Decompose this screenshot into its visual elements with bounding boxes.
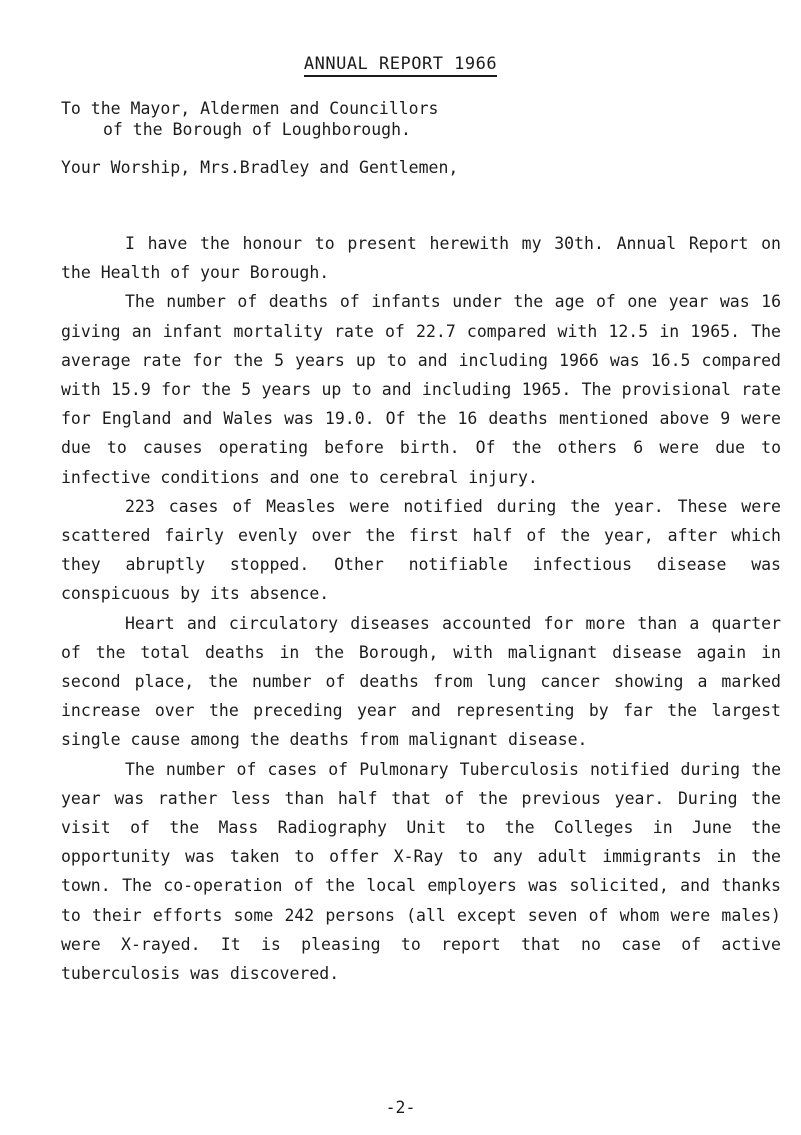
- paragraph-measles: 223 cases of Measles were notified during the year. These were scattered fairly evenly over the first half of the year, after which they abruptly stopped. Other notifiable infectious disease was conspicuous by its absence.: [61, 496, 781, 604]
- paragraph-tuberculosis: The number of cases of Pulmonary Tuberculosis notified during the year was rather less than half that of the previous year. During the visit of the Mass Radiography Unit to the Colleges in June the opportunity was taken to offer X-Ray to any adult immigrants in the town. The co-operation of the local employers was solicited, and thanks to their efforts some 242 persons (all except seven of whom were males) were X-rayed. It is pleasing to report that no case of active tuberculosis was discovered.: [61, 759, 781, 984]
- address-line-1: To the Mayor, Aldermen and Councillors: [61, 99, 439, 118]
- paragraph-infant-mortality: The number of deaths of infants under the age of one year was 16 giving an infant mortality rate of 22.7 compared with 12.5 in 1965. The average rate for the 5 years up to and including 1966 was 16.5 compared with 15.9 for the 5 years up to and including 1965. The provisional rate for England and Wales was 19.0. Of the 16 deaths mentioned above 9 were due to causes operating before birth. Of the others 6 were due to infective conditions and one to cerebral injury.: [61, 292, 781, 487]
- page-number: -2-: [385, 1098, 416, 1117]
- paragraph-heart-disease: Heart and circulatory diseases accounted for more than a quarter of the total deaths in the Borough, with malignant disease again in second place, the number of deaths from lung cancer showing a marked increase over the preceding year and representing by far the largest single cause among the deaths from malignant disease.: [61, 613, 781, 750]
- address-line-2: of the Borough of Loughborough.: [103, 120, 411, 139]
- paragraph-intro: I have the honour to present herewith my 30th. Annual Report on the Health of your Borough.: [61, 234, 781, 283]
- report-title: ANNUAL REPORT 1966: [0, 54, 801, 74]
- salutation: Your Worship, Mrs.Bradley and Gentlemen,: [61, 158, 459, 177]
- report-body: [61, 229, 781, 988]
